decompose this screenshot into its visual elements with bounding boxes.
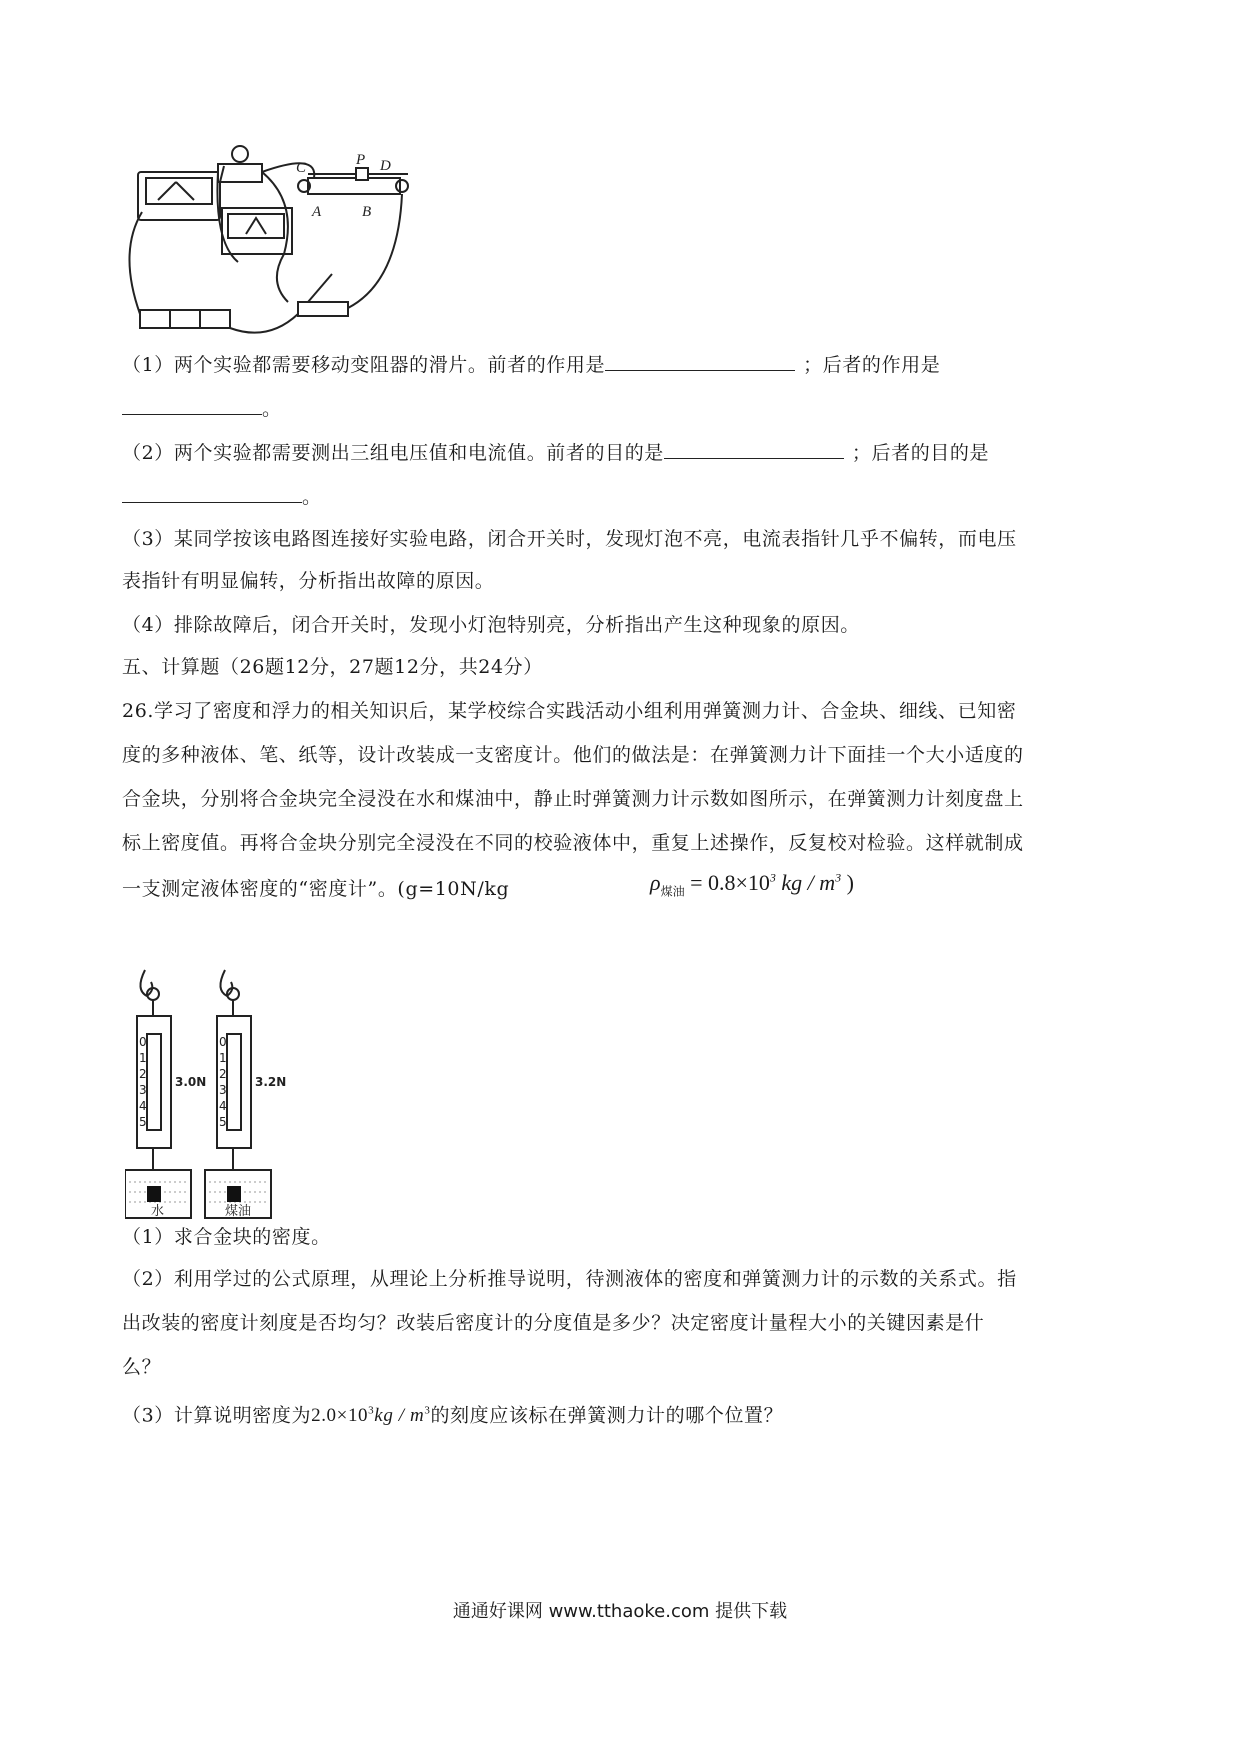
q25-part1-text-b: ；后者的作用是 <box>803 354 941 376</box>
q25-part1-line1 <box>122 350 940 378</box>
q26-line5: 一支测定液体密度的“密度计”。(g=10N/kg <box>122 878 510 900</box>
q25-part3-line1: （3）某同学按该电路图连接好实验电路，闭合开关时，发现灯泡不亮，电流表指针几乎不偏转，而电压 <box>122 528 1017 550</box>
spring-scale-figure <box>125 960 345 1220</box>
q26-sub3-exponent: 3 <box>368 1405 375 1417</box>
kerosene-density-formula <box>650 870 854 899</box>
scale-right-tick-1: 1 <box>219 1051 227 1065</box>
circuit-label-a: A <box>312 204 322 220</box>
scale-right-tick-3: 3 <box>219 1083 227 1097</box>
q25-part2-text-c: 。 <box>302 486 322 508</box>
q26-sub3-value: 2.0×10 <box>311 1405 369 1427</box>
q26-sub3-unit-exponent: 3 <box>424 1405 431 1417</box>
rho-unit: kg / m <box>781 870 836 895</box>
q25-part2-blank-1[interactable] <box>664 438 844 459</box>
scale-left-tick-2: 2 <box>139 1067 147 1081</box>
scale-left-tick-1: 1 <box>139 1051 147 1065</box>
q25-part2-text-a: （2）两个实验都需要测出三组电压值和电流值。前者的目的是 <box>122 442 664 464</box>
beaker-left-label: 水 <box>151 1204 165 1219</box>
q26-sub3-text-b: 的刻度应该标在弹簧测力计的哪个位置？ <box>430 1404 784 1427</box>
q26-sub3-unit: kg / m <box>374 1405 425 1427</box>
scale-left-tick-0: 0 <box>139 1035 147 1049</box>
rho-unit-exponent: 3 <box>835 870 842 885</box>
circuit-label-p: P <box>356 152 366 168</box>
rho-exponent: 3 <box>769 870 776 885</box>
q26-sub1: （1）求合金块的密度。 <box>122 1226 331 1248</box>
page-footer: 通通好课网 www.tthaoke.com 提供下载 <box>452 1601 788 1622</box>
circuit-label-b: B <box>362 204 372 220</box>
scale-right-tick-0: 0 <box>219 1035 227 1049</box>
scale-left-tick-5: 5 <box>139 1115 147 1129</box>
scale-right-reading: 3.2N <box>255 1075 287 1089</box>
q26-sub2-line3: 么？ <box>122 1356 162 1378</box>
rho-close-paren: ) <box>846 870 854 895</box>
q26-line1: 26.学习了密度和浮力的相关知识后，某学校综合实践活动小组利用弹簧测力计、合金块、细线、已知密 <box>122 700 1017 722</box>
q25-part1-text-a: （1）两个实验都需要移动变阻器的滑片。前者的作用是 <box>122 354 606 376</box>
q25-part2-text-b: ；后者的目的是 <box>851 442 990 464</box>
q25-part1-blank-1[interactable] <box>605 350 795 371</box>
rho-subscript: 煤油 <box>660 884 685 899</box>
section5-heading: 五、计算题（26题12分，27题12分，共24分） <box>122 656 543 678</box>
q25-part1-line2 <box>122 394 282 422</box>
scale-left-reading: 3.0N <box>175 1075 207 1089</box>
q26-sub3 <box>122 1398 783 1429</box>
q26-sub2-line2: 出改装的密度计刻度是否均匀？改装后密度计的分度值是多少？决定密度计量程大小的关键因素是什 <box>122 1312 985 1334</box>
beaker-right-label: 煤油 <box>225 1204 252 1219</box>
q26-line3: 合金块，分别将合金块完全浸没在水和煤油中，静止时弹簧测力计示数如图所示，在弹簧测力计刻度盘上 <box>122 788 1024 810</box>
scale-left-tick-3: 3 <box>139 1083 147 1097</box>
q26-line4: 标上密度值。再将合金块分别完全浸没在不同的校验液体中，重复上述操作，反复校对检验。这样就制成 <box>122 832 1024 854</box>
q25-part2-blank-2[interactable] <box>122 482 302 503</box>
q25-part4: （4）排除故障后，闭合开关时，发现小灯泡特别亮，分析指出产生这种现象的原因。 <box>122 614 860 636</box>
scale-left-tick-4: 4 <box>139 1099 147 1113</box>
circuit-label-d: D <box>380 158 391 174</box>
rho-symbol: ρ <box>650 870 661 895</box>
q26-sub3-text-a: （3）计算说明密度为 <box>122 1404 312 1427</box>
scale-right-tick-4: 4 <box>219 1099 227 1113</box>
q25-part3-line2: 表指针有明显偏转，分析指出故障的原因。 <box>122 570 495 592</box>
scale-right-tick-5: 5 <box>219 1115 227 1129</box>
q26-sub3-density <box>311 1405 430 1426</box>
q25-part2-line1 <box>122 438 989 466</box>
q26-line2: 度的多种液体、笔、纸等，设计改装成一支密度计。他们的做法是：在弹簧测力计下面挂一个大小适度的 <box>122 744 1024 766</box>
q26-sub2-line1: （2）利用学过的公式原理，从理论上分析推导说明，待测液体的密度和弹簧测力计的示数的关系式。指 <box>122 1268 1017 1290</box>
q25-part1-text-c: 。 <box>262 398 282 420</box>
scale-right-tick-2: 2 <box>219 1067 227 1081</box>
rho-value: = 0.8×10 <box>690 870 770 895</box>
circuit-diagram-figure <box>118 142 478 362</box>
q25-part1-blank-2[interactable] <box>122 394 262 415</box>
q25-part2-line2 <box>122 482 322 510</box>
circuit-label-c: C <box>296 160 307 176</box>
